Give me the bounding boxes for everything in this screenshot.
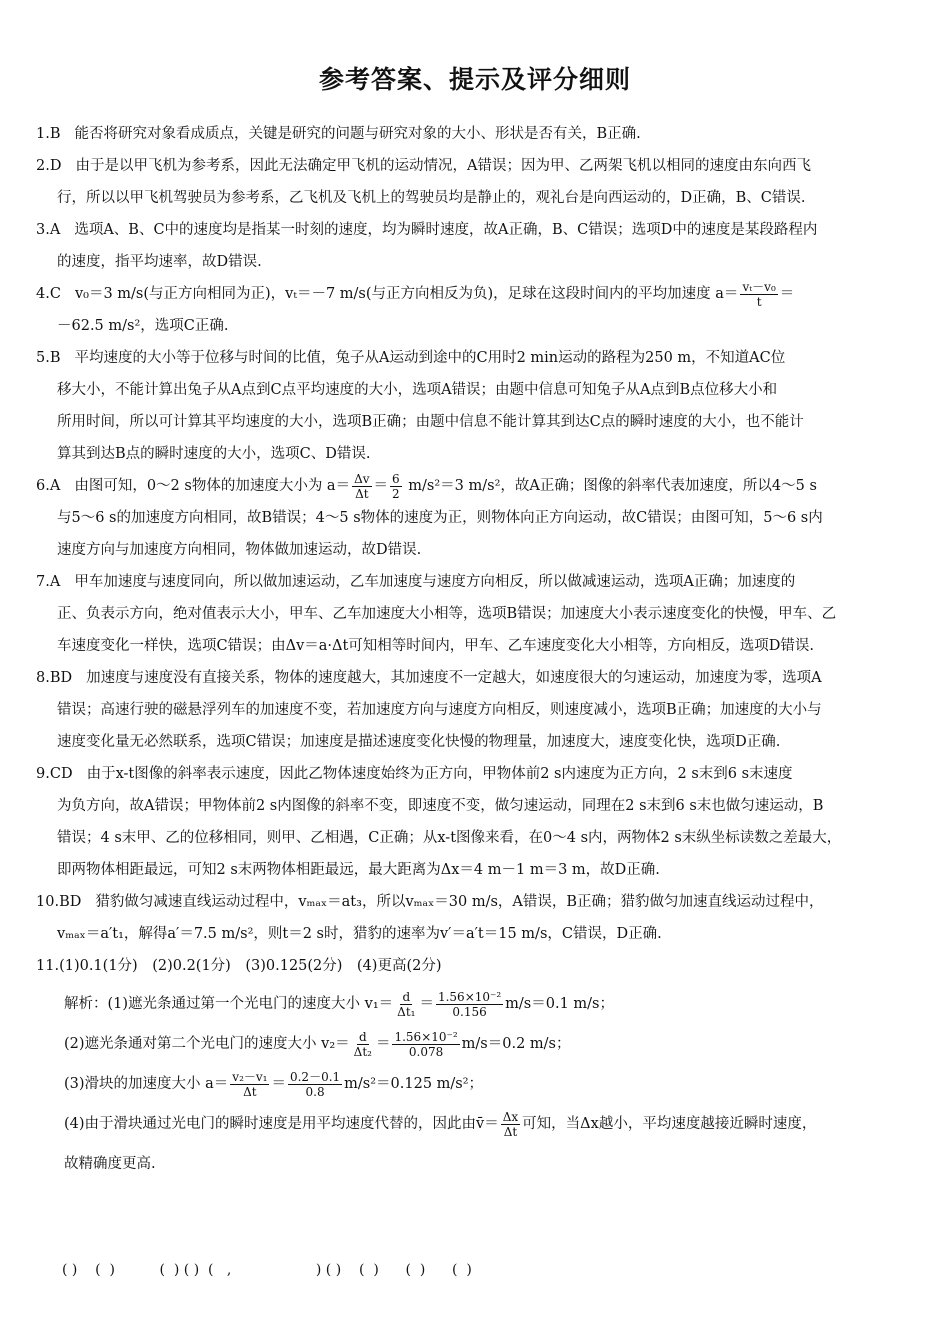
fraction-numerator: Δv	[354, 471, 370, 486]
item-text: 由图可知，0～2 s物体的加速度大小为 a＝	[74, 478, 351, 494]
fraction-numerator: 0.2－0.1	[289, 1069, 341, 1084]
item-number: 4.	[36, 286, 50, 302]
item-text: ＝	[373, 478, 389, 494]
item-answer: BD	[59, 894, 82, 910]
item-number: 1.	[36, 126, 50, 142]
item-text-continued: 所用时间，所以可计算其平均速度的大小，选项B正确；由题中信息不能计算其到达C点的瞬时速度的大小，也不能计	[57, 414, 804, 430]
item-text-continued: 车速度变化一样快，选项C错误；由Δv＝a·Δt可知相等时间内，甲车、乙车速度变化大小相等，方向相反，选项D错误.	[57, 638, 815, 654]
fraction-numerator: Δx	[502, 1109, 519, 1124]
fraction-numerator: 1.56×10⁻²	[437, 989, 502, 1004]
item-number: 11.	[36, 958, 60, 974]
item-text: 由于是以甲飞机为参考系，因此无法确定甲飞机的运动情况，A错误；因为甲、乙两架飞机以相同的速度由东向西飞	[75, 158, 811, 174]
velocity-formula-fraction	[352, 1030, 374, 1059]
fraction-numerator: d	[358, 1029, 367, 1044]
fraction-numerator: vₜ－v₀	[742, 279, 776, 294]
acceleration-formula-fraction	[230, 1070, 269, 1099]
item-answer: C	[49, 286, 61, 302]
item-number: 5.	[36, 350, 50, 366]
item-text: 甲车加速度与速度同向，所以做加速运动，乙车加速度与速度方向相反，所以做减速运动，选项A正确；加速度的	[74, 574, 796, 590]
analysis-line-1: 解析：(1)遮光条通过第一个光电门的速度大小 v₁＝ $\frac{d}{\text{Δt₁}}$ ＝ $\frac{\text{1.56×10⁻²}}{0.156}$ m/s＝0.1 m/s；	[64, 989, 614, 1019]
fraction-denominator: 2	[392, 486, 400, 501]
answer-item-7	[36, 566, 918, 662]
item-number: 2.	[36, 158, 50, 174]
analysis-text: m/s＝0.1 m/s；	[505, 996, 614, 1012]
item-number: 10.	[36, 894, 60, 910]
answer-item-5	[36, 342, 918, 470]
item-text: m/s²＝3 m/s²，故A正确；图像的斜率代表加速度，所以4～5 s	[403, 478, 817, 494]
item-text: 选项A、B、C中的速度均是指某一时刻的速度，均为瞬时速度，故A正确，B、C错误；选项D中的速度是某段路程内	[74, 222, 818, 238]
item-text-continued: 的速度，指平均速率，故D错误.	[57, 254, 262, 270]
analysis-section	[36, 984, 918, 1184]
analysis-text: m/s＝0.2 m/s；	[461, 1036, 571, 1052]
analysis-text: (3)滑块的加速度大小 a＝	[64, 1076, 229, 1092]
fraction-denominator: Δt	[243, 1084, 257, 1099]
item-number: 6.	[36, 478, 50, 494]
velocity-formula-fraction	[395, 990, 417, 1019]
item-text: 猎豹做匀减速直线运动过程中，vₘₐₓ＝at₃，所以vₘₐₓ＝30 m/s，A错误，B正确；猎豹做匀加速直线运动过程中，	[95, 894, 824, 910]
acceleration-value-fraction	[288, 1070, 342, 1099]
velocity-value-fraction	[392, 1030, 459, 1059]
answer-item-10	[36, 886, 918, 950]
answer-item-4	[36, 278, 918, 342]
item-text-continued: 算其到达B点的瞬时速度的大小，选项C、D错误.	[57, 446, 371, 462]
analysis-text: 解析：(1)遮光条通过第一个光电门的速度大小 v₁＝	[64, 996, 394, 1012]
item-text-continued: 错误；高速行驶的磁悬浮列车的加速度不变，若加速度方向与速度方向相反，则速度减小，选项B正确；加速度的大小与	[57, 702, 822, 718]
acceleration-fraction	[740, 280, 777, 309]
item-number: 9.	[36, 766, 50, 782]
item-text-continued: 速度变化量无必然联系，选项C错误；加速度是描述速度变化快慢的物理量，加速度大，速度变化快，选项D正确.	[57, 734, 781, 750]
fraction-denominator: Δt₂	[353, 1044, 372, 1059]
analysis-text: (4)由于滑块通过光电门的瞬时速度是用平均速度代替的，因此由v̄＝	[64, 1116, 499, 1132]
answer-item-9	[36, 758, 918, 886]
delta-v-fraction	[352, 472, 371, 501]
fraction-denominator: Δt	[503, 1124, 518, 1139]
item-text: v₀＝3 m/s(与正方向相同为正)，vₜ＝－7 m/s(与正方向相反为负)，足球在这段时间内的平均加速度 a＝	[74, 286, 739, 302]
item-number: 7.	[36, 574, 50, 590]
item-answer: A	[49, 478, 61, 494]
answer-item-8	[36, 662, 918, 758]
analysis-text: m/s²＝0.125 m/s²；	[344, 1076, 484, 1092]
item-answer: D	[49, 158, 62, 174]
answer-item-11	[36, 950, 918, 982]
fraction-numerator: 6	[392, 471, 400, 486]
analysis-line-5	[64, 1144, 918, 1184]
item-text: (1)0.1(1分) (2)0.2(1分) (3)0.125(2分) (4)更高(2分)	[59, 958, 442, 974]
item-text-continued: －62.5 m/s²，选项C正确.	[57, 318, 229, 334]
answer-item-2	[36, 150, 918, 214]
item-answer: B	[49, 350, 61, 366]
item-text: ＝	[779, 286, 795, 302]
answer-item-6	[36, 470, 918, 566]
answer-item-3	[36, 214, 918, 278]
item-text: 平均速度的大小等于位移与时间的比值，兔子从A运动到途中的C用时2 min运动的路程为250 m，不知道AC位	[74, 350, 786, 366]
item-answer: BD	[49, 670, 73, 686]
analysis-text: (2)遮光条通对第二个光电门的速度大小 v₂＝	[64, 1036, 350, 1052]
analysis-text: 可知，当Δx越小，平均速度越接近瞬时速度，	[522, 1116, 817, 1132]
item-text-continued: 移大小，不能计算出兔子从A点到C点平均速度的大小，选项A错误；由题中信息可知兔子从A点到B点位移大小和	[57, 382, 778, 398]
fraction-denominator: 0.156	[452, 1004, 487, 1019]
item-text-continued: 行，所以以甲飞机驾驶员为参考系，乙飞机及飞机上的驾驶员均是静止的，观礼台是向西运动的，D正确，B、C错误.	[57, 190, 806, 206]
fraction-numerator: 1.56×10⁻²	[394, 1029, 458, 1044]
fraction-denominator: t	[756, 294, 762, 309]
item-number: 3.	[36, 222, 50, 238]
item-text: 能否将研究对象看成质点，关键是研究的问题与研究对象的大小、形状是否有关，B正确.	[74, 126, 641, 142]
fraction-numerator: v₂－v₁	[232, 1069, 268, 1084]
item-text-continued: 与5～6 s的加速度方向相同，故B错误；4～5 s物体的速度为正，则物体向正方向运动，故C错误；由图可知，5～6 s内	[57, 510, 823, 526]
value-fraction	[390, 472, 402, 501]
analysis-line-4	[64, 1104, 918, 1144]
footer-parentheses: ( ) ( ) ( ) ( ) ( , ) ( ) ( ) ( ) ( )	[62, 1262, 472, 1278]
item-answer: B	[49, 126, 61, 142]
item-text-continued: 错误；4 s末甲、乙的位移相同，则甲、乙相遇，C正确；从x-t图像来看，在0～4 s内，两物体2 s末纵坐标读数之差最大，	[57, 830, 842, 846]
answers-body	[36, 118, 918, 1184]
average-velocity-fraction	[501, 1110, 520, 1139]
answer-item-1	[36, 118, 918, 150]
item-text-continued: 正、负表示方向，绝对值表示大小，甲车、乙车加速度大小相等，选项B错误；加速度大小表示速度变化的快慢，甲车、乙	[57, 606, 837, 622]
item-text: 加速度与速度没有直接关系，物体的速度越大，其加速度不一定越大，如速度很大的匀速运动，加速度为零，选项A	[86, 670, 822, 686]
item-text-continued: 即两物体相距最远，可知2 s末两物体相距最远，最大距离为Δx＝4 m－1 m＝3 m，故D正确.	[57, 862, 660, 878]
item-text-continued: 为负方向，故A错误；甲物体前2 s内图像的斜率不变，即速度不变，做匀速运动，同理在2 s末到6 s末也做匀速运动，B	[57, 798, 824, 814]
item-answer: CD	[49, 766, 73, 782]
item-text: 由于x-t图像的斜率表示速度，因此乙物体速度始终为正方向，甲物体前2 s内速度为正方向，2 s末到6 s末速度	[86, 766, 793, 782]
analysis-text: 故精确度更高.	[64, 1156, 156, 1172]
fraction-denominator: 0.8	[305, 1084, 325, 1099]
item-number: 8.	[36, 670, 50, 686]
velocity-value-fraction	[436, 990, 503, 1019]
fraction-numerator: d	[402, 989, 411, 1004]
fraction-denominator: Δt₁	[397, 1004, 416, 1019]
fraction-denominator: Δt	[355, 486, 369, 501]
fraction-denominator: 0.078	[408, 1044, 444, 1059]
item-answer: A	[49, 574, 61, 590]
item-answer: A	[49, 222, 61, 238]
analysis-line-2: (2)遮光条通对第二个光电门的速度大小 v₂＝ $\frac{d}{\text{Δt₂}}$ ＝ $\frac{\text{1.56×10⁻²}}{0.078}$ m/s＝0.2 m/s；	[64, 1029, 571, 1059]
analysis-line-3: (3)滑块的加速度大小 a＝ $\frac{\text{v₂－v₁}}{\Delta t}$ ＝ $\frac{0.2-0.1}{0.8}$ m/s²＝0.125 m/s²；	[64, 1069, 484, 1099]
item-text-continued: vₘₐₓ＝a′t₁，解得a′＝7.5 m/s²，则t＝2 s时，猎豹的速率为v′＝a′t＝15 m/s，C错误，D正确.	[57, 926, 662, 942]
item-text-continued: 速度方向与加速度方向相同，物体做加速运动，故D错误.	[57, 542, 422, 558]
page-title: 参考答案、提示及评分细则	[318, 65, 631, 94]
